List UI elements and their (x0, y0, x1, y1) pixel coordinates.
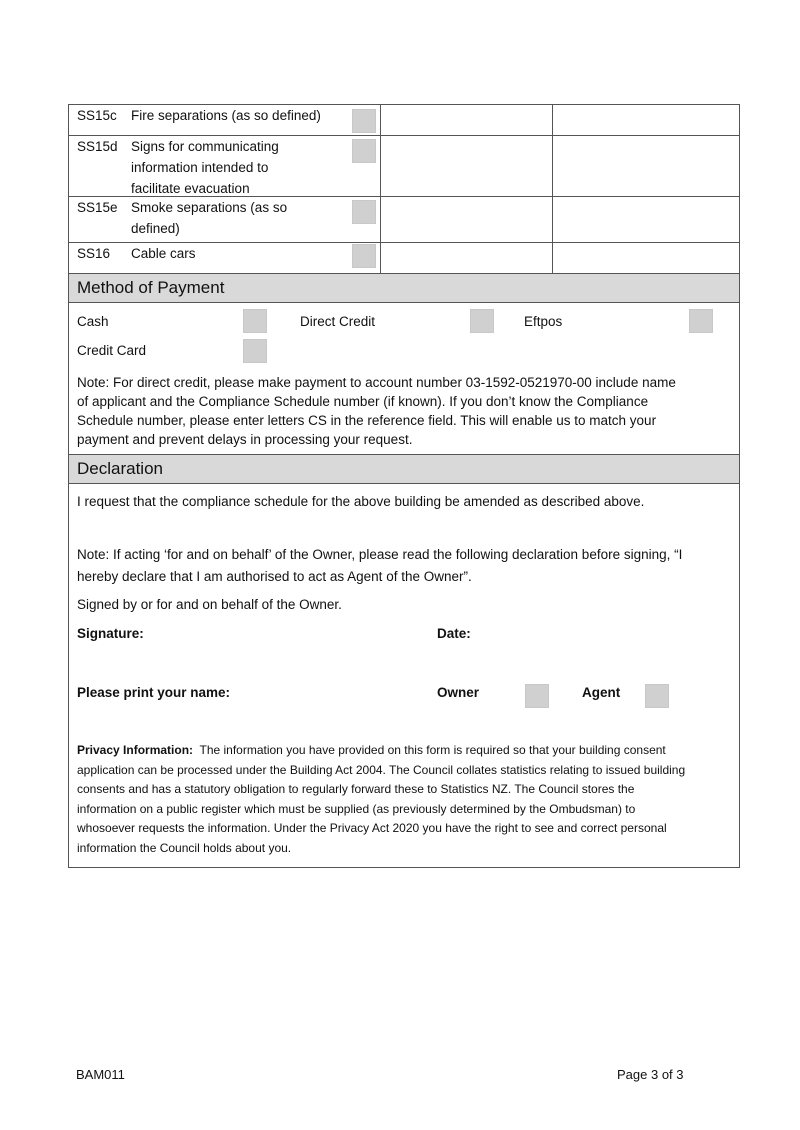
row-label: Fire separations (as so defined) (131, 108, 321, 123)
ss15c-checkbox[interactable] (352, 109, 376, 133)
cash-label: Cash (77, 314, 109, 329)
note-line: payment and prevent delays in processing your request. (77, 432, 413, 447)
row-divider (69, 135, 739, 136)
row-label-line: Smoke separations (as so (131, 200, 288, 215)
declaration-note (77, 544, 682, 588)
print-name-label: Please print your name: (77, 685, 231, 700)
note-line: Note: For direct credit, please make payment to account number 03-1592-0521970-00 include name (77, 375, 676, 390)
ss16-checkbox[interactable] (352, 244, 376, 268)
row-label-line: Signs for communicating (131, 139, 279, 154)
page-number: Page 3 of 3 (617, 1067, 684, 1082)
cash-checkbox[interactable] (243, 309, 267, 333)
signature-label: Signature: (77, 626, 144, 641)
direct-credit-label: Direct Credit (300, 314, 376, 329)
privacy-line: The information you have provided on this form is required so that your building consent (199, 743, 666, 757)
note-line: of applicant and the Compliance Schedule number (if known). If you don’t know the Compliance (77, 394, 649, 409)
section-title: Method of Payment (77, 278, 225, 297)
eftpos-label: Eftpos (524, 314, 563, 329)
privacy-line: information on a public register which must be supplied (as previously determined by the Ombudsman) to (77, 801, 636, 816)
form-code: BAM011 (76, 1067, 125, 1082)
ss15e-checkbox[interactable] (352, 200, 376, 224)
credit-card-label: Credit Card (77, 343, 147, 358)
section-title: Declaration (77, 459, 163, 478)
row-label: Cable cars (131, 246, 196, 261)
privacy-line: information the Council holds about you. (77, 840, 292, 855)
eftpos-checkbox[interactable] (689, 309, 713, 333)
row-code: SS15c (77, 108, 117, 123)
direct-credit-checkbox[interactable] (470, 309, 494, 333)
row-divider (69, 196, 739, 197)
privacy-line: application can be processed under the Building Act 2004. The Council collates statistics relating to issued building (77, 762, 686, 777)
note-line: Note: If acting ‘for and on behalf’ of the Owner, please read the following declaration before signing, “I (77, 547, 683, 562)
note-line: Schedule number, please enter letters CS in the reference field. This will enable us to match your (77, 413, 657, 428)
owner-checkbox[interactable] (525, 684, 549, 708)
date-label: Date: (437, 626, 471, 641)
row-code: SS15d (77, 139, 118, 154)
table-divider (552, 105, 553, 273)
declaration-request: I request that the compliance schedule for the above building be amended as described above. (77, 494, 645, 509)
row-code: SS15e (77, 200, 118, 215)
row-label-line: defined) (131, 221, 180, 236)
privacy-line: consents and has a statutory obligation to regularly forward these to Statistics NZ. The Council stores the (77, 782, 635, 796)
ss15d-checkbox[interactable] (352, 139, 376, 163)
row-label-line: information intended to (131, 160, 269, 175)
payment-note (77, 373, 676, 449)
agent-label: Agent (582, 685, 621, 700)
privacy-information (77, 741, 685, 858)
table-divider (380, 105, 381, 273)
row-divider (69, 242, 739, 243)
declaration-section-header (69, 454, 739, 484)
note-line: hereby declare that I am authorised to act as Agent of the Owner”. (77, 569, 472, 584)
row-code: SS16 (77, 246, 111, 261)
row-label-line: facilitate evacuation (131, 181, 250, 196)
privacy-line: whosoever requests the information. Under the Privacy Act 2020 you have the right to see and correct personal (77, 821, 667, 835)
agent-checkbox[interactable] (645, 684, 669, 708)
signed-by-text: Signed by or for and on behalf of the Owner. (77, 597, 342, 612)
credit-card-checkbox[interactable] (243, 339, 267, 363)
privacy-title: Privacy Information: (77, 743, 194, 757)
payment-section-header (69, 273, 739, 303)
owner-label: Owner (437, 685, 480, 700)
form-frame (68, 104, 740, 868)
